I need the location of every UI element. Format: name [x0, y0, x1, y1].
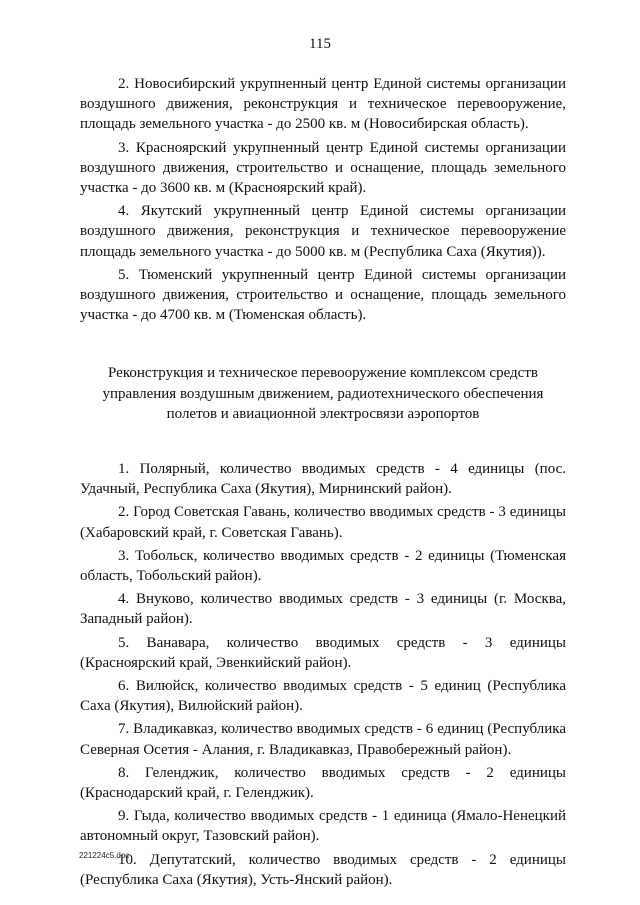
document-body — [80, 74, 566, 893]
centers-list — [80, 74, 566, 325]
list-item: 4. Якутский укрупненный центр Единой системы организации воздушного движения, реконструкция и техническое перевооружение площадь земельного участка - до 5000 кв. м (Республика Саха (Якутия)). — [80, 203, 566, 260]
list-item: 4. Внуково, количество вводимых средств - 3 единицы (г. Москва, Западный район). — [80, 591, 566, 628]
list-item: 2. Новосибирский укрупненный центр Единой системы организации воздушного движения, реконструкция и техническое перевооружение, площадь земельного участка - до 2500 кв. м (Новосибирская область). — [80, 76, 566, 133]
list-item: 2. Город Советская Гавань, количество вводимых средств - 3 единицы (Хабаровский край, г. Советская Гавань). — [80, 504, 566, 541]
list-item: 5. Ванавара, количество вводимых средств - 3 единицы (Красноярский край, Эвенкийский район). — [80, 634, 566, 671]
list-item: 10. Депутатский, количество вводимых средств - 2 единицы (Республика Саха (Якутия), Усть-Янский район). — [80, 851, 566, 888]
file-name-footer: 221224c5.doc — [79, 851, 130, 860]
heading-line: полетов и авиационной электросвязи аэропортов — [166, 406, 480, 423]
page-number: 115 — [309, 36, 331, 52]
heading-line: управления воздушным движением, радиотехнического обеспечения — [102, 385, 544, 402]
list-item: 5. Тюменский укрупненный центр Единой системы организации воздушного движения, строительство и оснащение, площадь земельного участка - до 4700 кв. м (Тюменская область). — [80, 266, 566, 324]
list-item: 1. Полярный, количество вводимых средств - 4 единицы (пос. Удачный, Республика Саха (Якутия), Мирнинский район). — [80, 460, 566, 498]
list-item: 9. Гыда, количество вводимых средств - 1 единица (Ямало-Ненецкий автономный округ, Тазовский район). — [80, 808, 566, 845]
list-item: 3. Тобольск, количество вводимых средств - 2 единицы (Тюменская область, Тобольский район). — [80, 547, 566, 584]
list-item: 8. Геленджик, количество вводимых средств - 2 единицы (Краснодарский край, г. Геленджик). — [80, 764, 566, 801]
section-heading — [80, 363, 566, 425]
list-item: 6. Вилюйск, количество вводимых средств - 5 единиц (Республика Саха (Якутия), Вилюйский район). — [80, 677, 566, 715]
list-item: 7. Владикавказ, количество вводимых средств - 6 единиц (Республика Северная Осетия - Алания, г. Владикавказ, Правобережный район). — [80, 721, 566, 758]
heading-line: Реконструкция и техническое перевооружение комплексом средств — [108, 365, 538, 382]
list-item: 3. Красноярский укрупненный центр Единой системы организации воздушного движения, строительство и оснащение, площадь земельного участка - до 3600 кв. м (Красноярский край). — [80, 139, 566, 197]
airports-list — [80, 459, 566, 890]
